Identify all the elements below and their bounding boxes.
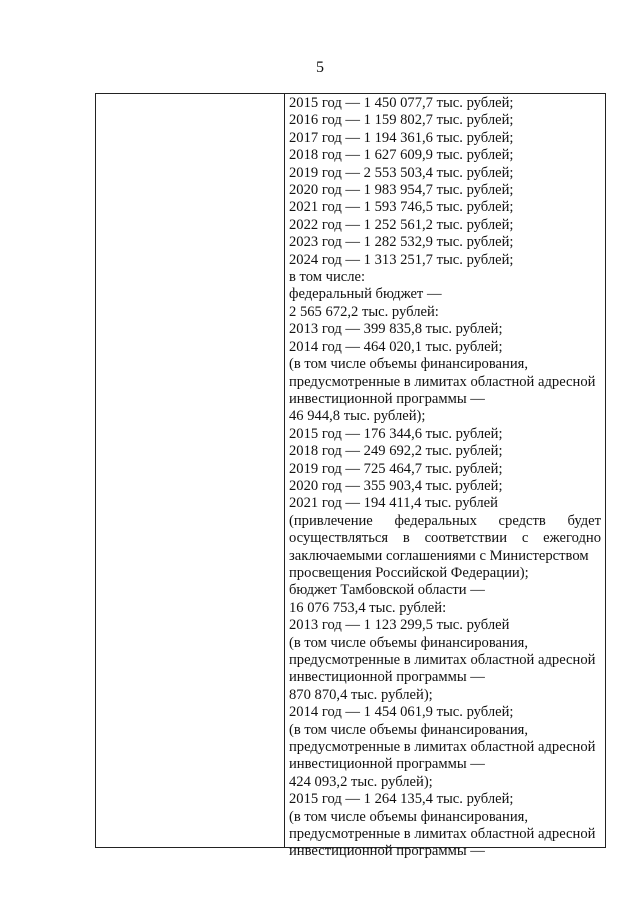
text-line: инвестиционной программы — — [289, 390, 485, 407]
text-line: 2018 год — 249 692,2 тыс. рублей; — [289, 443, 503, 460]
text-line: 2013 год — 1 123 299,5 тыс. рублей — [289, 617, 510, 634]
text-line: предусмотренные в лимитах областной адресной — [289, 652, 596, 668]
text-line: инвестиционной программы — — [289, 669, 485, 686]
text-line: 2013 год — 399 835,8 тыс. рублей; — [289, 321, 503, 338]
text-line: инвестиционной программы — — [289, 756, 485, 773]
text-line: (в том числе объемы финансирования, — [289, 356, 528, 373]
text-line: 2021 год — 194 411,4 тыс. рублей — [289, 495, 498, 512]
text-line: 2015 год — 176 344,6 тыс. рублей; — [289, 425, 503, 442]
text-line: предусмотренные в лимитах областной адресной — [289, 826, 596, 843]
text-line: 2022 год — 1 252 561,2 тыс. рублей; — [289, 216, 514, 233]
text-line: 2018 год — 1 627 609,9 тыс. рублей; — [289, 147, 514, 164]
text-line: 870 870,4 тыс. рублей); — [289, 686, 433, 703]
text-line: 2016 год — 1 159 802,7 тыс. рублей; — [289, 112, 514, 129]
text-line: бюджет Тамбовской области — — [289, 582, 485, 599]
text-line: 2019 год — 2 553 503,4 тыс. рублей; — [289, 164, 514, 181]
text-line: 46 944,8 тыс. рублей); — [289, 408, 426, 425]
text-line: 2023 год — 1 282 532,9 тыс. рублей; — [289, 234, 514, 251]
text-line: осуществляться в соответствии с ежегодно — [289, 530, 601, 547]
text-line: инвестиционной программы — — [289, 843, 485, 860]
text-line: предусмотренные в лимитах областной адресной — [289, 739, 596, 756]
text-line: 16 076 753,4 тыс. рублей: — [289, 599, 447, 616]
table-left-cell — [96, 94, 285, 847]
text-line: 2020 год — 355 903,4 тыс. рублей; — [289, 477, 503, 494]
text-line: предусмотренные в лимитах областной адресной — [289, 373, 596, 390]
text-line: 2014 год — 464 020,1 тыс. рублей; — [289, 338, 503, 355]
text-line: (в том числе объемы финансирования, — [289, 721, 528, 738]
text-line: (в том числе объемы финансирования, — [289, 634, 528, 651]
financing-table — [95, 93, 606, 860]
text-line: в том числе: — [289, 269, 366, 286]
text-line: просвещения Российской Федерации); — [289, 564, 529, 581]
text-line: 2019 год — 725 464,7 тыс. рублей; — [289, 460, 503, 477]
page-number: 5 — [316, 59, 324, 76]
text-line: 2020 год — 1 983 954,7 тыс. рублей; — [289, 182, 514, 199]
text-line: федеральный бюджет — — [289, 286, 442, 303]
text-line: заключаемыми соглашениями с Министерством — [289, 547, 589, 564]
text-line: 2024 год — 1 313 251,7 тыс. рублей; — [289, 251, 514, 268]
text-line: (в том числе объемы финансирования, — [289, 808, 528, 825]
table-right-cell — [289, 95, 601, 861]
text-line: 2 565 672,2 тыс. рублей: — [289, 303, 439, 320]
text-line: 2014 год — 1 454 061,9 тыс. рублей; — [289, 704, 514, 721]
text-line: 2015 год — 1 450 077,7 тыс. рублей; — [289, 95, 514, 111]
text-line: 424 093,2 тыс. рублей); — [289, 773, 433, 790]
text-line: 2015 год — 1 264 135,4 тыс. рублей; — [289, 791, 514, 808]
text-line: 2021 год — 1 593 746,5 тыс. рублей; — [289, 199, 514, 216]
text-line: 2017 год — 1 194 361,6 тыс. рублей; — [289, 129, 514, 146]
text-line: (привлечение федеральных средств будет — [289, 512, 601, 529]
